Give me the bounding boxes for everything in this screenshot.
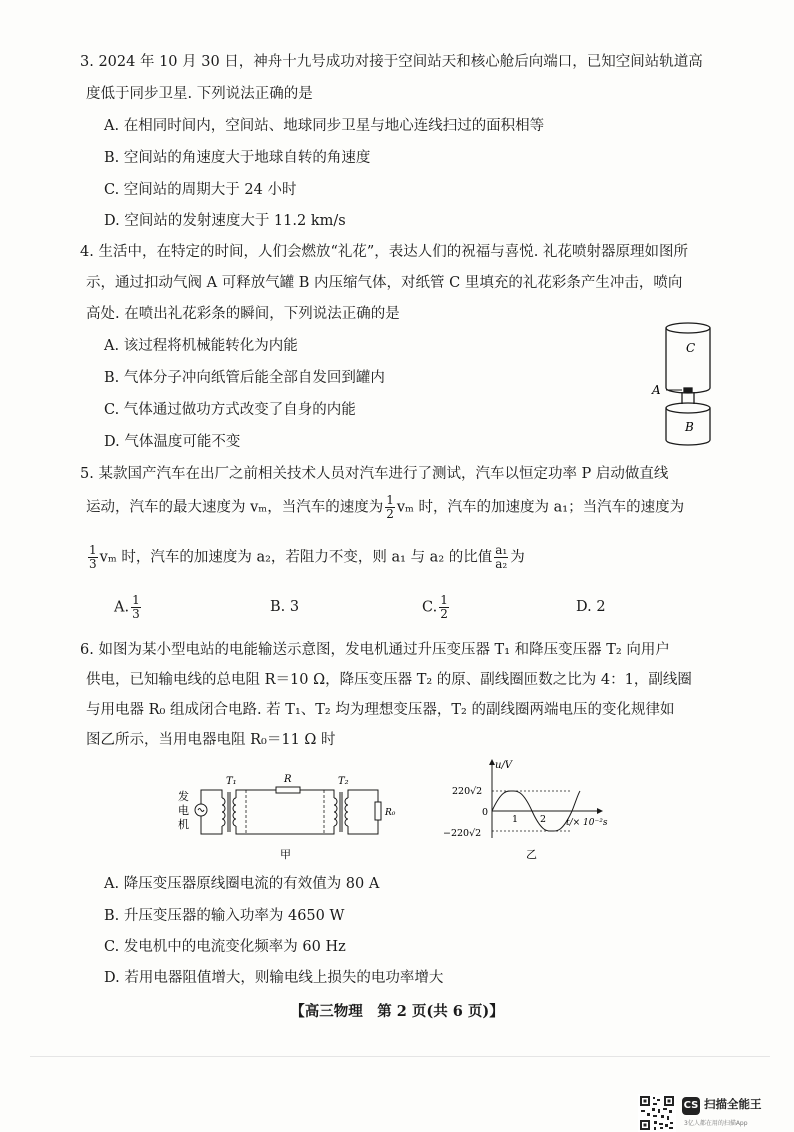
q4-option-c: C. 气体通过做功方式改变了自身的内能 — [104, 402, 356, 418]
fraction-numerator: 1 — [440, 593, 448, 607]
tick-2-label: 2 — [540, 814, 547, 825]
q5-third-fraction — [88, 544, 98, 571]
q4-option-d: D. 气体温度可能不变 — [104, 434, 241, 450]
x-axis-label: t/× 10⁻²s — [566, 818, 608, 828]
generator-char-2: 电 — [178, 804, 189, 817]
q5-line3-text-b: 为 — [510, 549, 525, 566]
q4-option-b: B. 气体分子冲向纸管后能全部自发回到罐内 — [104, 370, 385, 386]
q6-stem-line3: 与用电器 R₀ 组成闭合电路. 若 T₁、T₂ 均为理想变压器，T₂ 的副线圈两端电压的变化规律如 — [86, 702, 675, 718]
r-label: R — [284, 774, 292, 785]
q6-stem-line1: 6. 如图为某小型电站的电能输送示意图，发电机通过升压变压器 T₁ 和降压变压器 T₂ 向用户 — [80, 642, 670, 658]
tick-1-label: 1 — [512, 814, 519, 825]
q5-stem-line2 — [86, 494, 684, 521]
q4-stem-line1: 4. 生活中，在特定的时间，人们会燃放“礼花”，表达人们的祝福与喜悦. 礼花喷射器原理如图所 — [80, 244, 688, 260]
transmission-circuit-diagram — [172, 768, 402, 866]
fraction-denominator: a₂ — [495, 557, 508, 571]
q3-option-b: B. 空间站的角速度大于地球自转的角速度 — [104, 150, 371, 166]
fraction-numerator: 1 — [132, 593, 140, 607]
voltage-waveform-graph — [440, 754, 620, 866]
label-b: B — [685, 420, 694, 434]
label-c: C — [686, 341, 696, 355]
q6-option-a: A. 降压变压器原线圈电流的有效值为 80 A — [104, 876, 380, 892]
q6-option-b: B. 升压变压器的输入功率为 4650 W — [104, 908, 345, 924]
q5-stem-line3 — [86, 544, 525, 571]
option-fraction — [439, 594, 449, 621]
q5-line3-text-a: vₘ 时，汽车的加速度为 a₂，若阻力不变，则 a₁ 与 a₂ 的比值 — [99, 549, 493, 566]
camscanner-title: 扫描全能王 — [704, 1097, 762, 1111]
fraction-denominator: 2 — [440, 607, 448, 621]
page-footer: 【高三物理 第 2 页(共 6 页)】 — [290, 1003, 504, 1020]
graph-caption: 乙 — [526, 848, 537, 861]
t2-label: T₂ — [338, 776, 349, 787]
y-axis-label: u/V — [495, 760, 513, 771]
r0-label: R₀ — [385, 808, 396, 818]
q3-option-d: D. 空间站的发射速度大于 11.2 km/s — [104, 213, 346, 229]
fraction-numerator: 1 — [89, 543, 97, 557]
option-letter: A. — [114, 599, 130, 616]
q4-option-a: A. 该过程将机械能转化为内能 — [104, 338, 298, 354]
q6-option-c: C. 发电机中的电流变化频率为 60 Hz — [104, 939, 346, 955]
q4-stem-line2: 示，通过扣动气阀 A 可释放气罐 B 内压缩气体，对纸管 C 里填充的礼花彩条产生冲击，喷向 — [86, 275, 683, 291]
option-letter: C. — [422, 599, 438, 616]
ymin-label: −220√2 — [443, 828, 482, 839]
origin-label: 0 — [482, 807, 489, 818]
ymax-label: 220√2 — [452, 786, 483, 797]
fraction-numerator: 1 — [386, 493, 394, 507]
camscanner-logo-icon: CS — [682, 1097, 700, 1115]
q5-line2-text-a: 运动，汽车的最大速度为 vₘ，当汽车的速度为 — [86, 499, 384, 516]
q5-option-d: D. 2 — [576, 599, 606, 615]
fraction-numerator: a₁ — [495, 543, 508, 557]
camscanner-subtitle: 3亿人都在用的扫描App — [684, 1120, 748, 1127]
q6-stem-line4: 图乙所示，当用电器电阻 R₀＝11 Ω 时 — [86, 732, 336, 748]
option-fraction — [131, 594, 141, 621]
q5-option-a — [114, 594, 143, 621]
q3-stem-line1: 3. 2024 年 10 月 30 日，神舟十九号成功对接于空间站天和核心舱后向端口，已知空间站轨道高 — [80, 54, 703, 70]
generator-char-1: 发 — [178, 790, 189, 803]
q5-option-c — [422, 594, 451, 621]
q6-stem-line2: 供电，已知输电线的总电阻 R＝10 Ω，降压变压器 T₂ 的原、副线圈匝数之比为 4：1，副线圈 — [86, 672, 692, 688]
q5-line2-text-b: vₘ 时，汽车的加速度为 a₁；当汽车的速度为 — [396, 499, 685, 516]
fireworks-launcher-figure — [650, 318, 720, 450]
label-a: A — [652, 383, 661, 397]
fraction-denominator: 3 — [89, 557, 97, 571]
q5-stem-line1: 5. 某款国产汽车在出厂之前相关技术人员对汽车进行了测试，汽车以恒定功率 P 启动做直线 — [80, 466, 669, 482]
q3-option-a: A. 在相同时间内，空间站、地球同步卫星与地心连线扫过的面积相等 — [104, 118, 545, 134]
divider — [30, 1056, 770, 1057]
fraction-denominator: 2 — [386, 507, 394, 521]
q3-option-c: C. 空间站的周期大于 24 小时 — [104, 182, 297, 198]
t1-label: T₁ — [226, 776, 237, 787]
q6-option-d: D. 若用电器阻值增大，则输电线上损失的电功率增大 — [104, 970, 444, 986]
q5-half-fraction — [385, 494, 395, 521]
qr-code-icon — [638, 1094, 676, 1132]
generator-char-3: 机 — [178, 818, 189, 831]
q3-stem-line2: 度低于同步卫星. 下列说法正确的是 — [86, 86, 313, 102]
fraction-denominator: 3 — [132, 607, 140, 621]
q5-ratio-fraction — [494, 544, 508, 571]
q5-option-b: B. 3 — [270, 599, 300, 615]
q4-stem-line3: 高处. 在喷出礼花彩条的瞬间，下列说法正确的是 — [86, 306, 400, 322]
circuit-caption: 甲 — [280, 848, 291, 861]
